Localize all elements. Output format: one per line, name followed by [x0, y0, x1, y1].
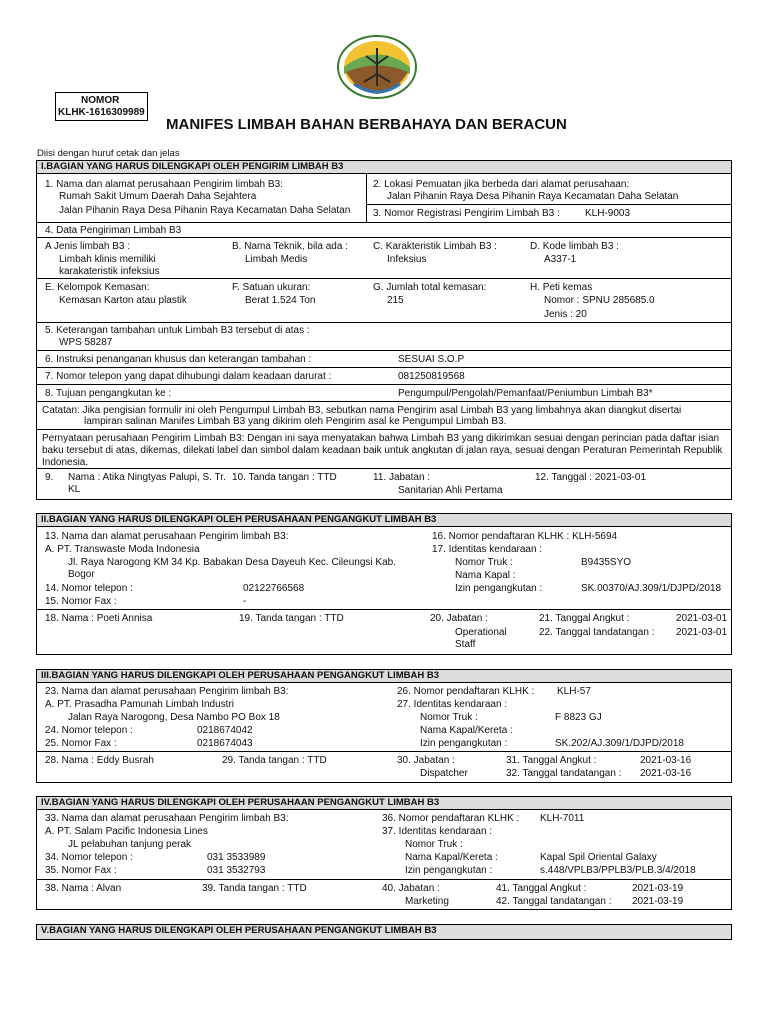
field-7-label: 7. Nomor telepon yang dapat dihubungi dalam keadaan darurat :	[45, 371, 332, 382]
field-e-value: Kemasan Karton atau plastik	[59, 295, 187, 306]
field-38: 38. Nama : Alvan	[45, 883, 122, 894]
field-8-value: Pengumpul/Pengolah/Pemanfaat/Peniumbun Limbah B3*	[398, 388, 653, 399]
field-27: 27. Identitas kendaraan :	[397, 699, 508, 710]
company-3-name: A. PT. Prasadha Pamunah Limbah Industri	[45, 699, 234, 710]
field-36-label: 36. Nomor pendaftaran KLHK :	[382, 813, 520, 824]
field-28: 28. Nama : Eddy Busrah	[45, 755, 154, 766]
field-a-value: Limbah klinis memiliki karakateristik infeksius	[59, 254, 160, 277]
field-20-value: Operational Staff	[455, 627, 507, 650]
section-3-title: III.BAGIAN YANG HARUS DILENGKAPI OLEH PERUSAHAAN PENGANGKUT LIMBAH B3	[37, 670, 731, 683]
field-32-label: 32. Tanggal tandatangan :	[506, 768, 622, 779]
field-35-label: 35. Nomor Fax :	[45, 865, 117, 876]
field-5-label: 5. Keterangan tambahan untuk Limbah B3 tersebut di atas :	[45, 325, 310, 336]
kapal-2-label: Nama Kapal :	[455, 570, 516, 581]
field-26-value: KLH-57	[557, 686, 591, 697]
truk-3-label: Nomor Truk :	[420, 712, 478, 723]
field-25-value: 0218674043	[197, 738, 253, 749]
field-7-value: 081250819568	[398, 371, 465, 382]
field-b-label: B. Nama Teknik, bila ada :	[232, 241, 348, 252]
field-24-label: 24. Nomor telepon :	[45, 725, 133, 736]
izin-4-value: s.448/VPLB3/PPLB3/PLB.3/4/2018	[540, 865, 696, 876]
nomor-label: NOMOR	[81, 95, 120, 106]
field-34-value: 031 3533989	[207, 852, 266, 863]
field-21-label: 21. Tanggal Angkut :	[539, 613, 630, 624]
field-41-value: 2021-03-19	[632, 883, 684, 894]
field-8-label: 8. Tujuan pengangkutan ke :	[45, 388, 172, 399]
field-40-value: Marketing	[405, 896, 449, 907]
izin-3-value: SK.202/AJ.309/1/DJPD/2018	[555, 738, 684, 749]
field-1-name: Rumah Sakit Umum Daerah Daha Sejahtera	[59, 191, 257, 202]
field-14-value: 02122766568	[243, 583, 305, 594]
field-16: 16. Nomor pendaftaran KLHK : KLH-5694	[432, 531, 618, 542]
field-15-label: 15. Nomor Fax :	[45, 596, 117, 607]
field-h-jenis: Jenis : 20	[544, 309, 587, 320]
section-5-title: V.BAGIAN YANG HARUS DILENGKAPI OLEH PERUSAHAAN PENGANGKUT LIMBAH B3	[37, 925, 731, 939]
field-3-value: KLH-9003	[585, 208, 631, 219]
field-22-label: 22. Tanggal tandatangan :	[539, 627, 655, 638]
klhk-logo	[336, 34, 418, 100]
truk-3-value: F 8823 GJ	[555, 712, 602, 723]
field-21-value: 2021-03-01	[676, 613, 728, 624]
field-b-value: Limbah Medis	[245, 254, 308, 265]
field-30-label: 30. Jabatan :	[397, 755, 455, 766]
field-25-label: 25. Nomor Fax :	[45, 738, 117, 749]
field-15-value: -	[243, 596, 247, 607]
field-d-label: D. Kode limbah B3 :	[530, 241, 619, 252]
pernyataan-text: Pernyataan perusahaan Pengirim Limbah B3: Dengan ini saya menyatakan bahwa Limbah B3 yang dikirimkan sesuai dengan perincian pada daftar isian baku tersebut di atas, dikemas, dilekati label dan simbol dalam keadaan baik untuk angkutan di jalan raya, sesuai dengan Peraturan Pemerintah Republik Indonesia.	[42, 433, 723, 468]
field-9-value: Nama : Atika Ningtyas Palupi, S. Tr. KL	[68, 472, 226, 495]
field-36-value: KLH-7011	[540, 813, 585, 824]
field-d-value: A337-1	[544, 254, 577, 265]
field-37: 37. Identitas kendaraan :	[382, 826, 493, 837]
field-g-value: 215	[387, 295, 404, 306]
field-24-value: 0218674042	[197, 725, 253, 736]
izin-4-label: Izin pengangkutan :	[405, 865, 493, 876]
field-31-label: 31. Tanggal Angkut :	[506, 755, 597, 766]
izin-2-label: Izin pengangkutan :	[455, 583, 543, 594]
kapal-4-value: Kapal Spil Oriental Galaxy	[540, 852, 657, 863]
field-42-label: 42. Tanggal tandatangan :	[496, 896, 612, 907]
kapal-3-label: Nama Kapal/Kereta :	[420, 725, 513, 736]
section-4-title: IV.BAGIAN YANG HARUS DILENGKAPI OLEH PERUSAHAAN PENGANGKUT LIMBAH B3	[37, 797, 731, 810]
field-18: 18. Nama : Poeti Annisa	[45, 613, 153, 624]
field-32-value: 2021-03-16	[640, 768, 692, 779]
field-2-value: Jalan Pihanin Raya Desa Pihanin Raya Kecamatan Daha Selatan	[387, 191, 679, 202]
field-34-label: 34. Nomor telepon :	[45, 852, 133, 863]
section-2-title: II.BAGIAN YANG HARUS DILENGKAPI OLEH PERUSAHAAN PENGANGKUT LIMBAH B3	[37, 514, 731, 527]
truk-2-value: B9435SYO	[581, 557, 632, 568]
truk-4-label: Nomor Truk :	[405, 839, 463, 850]
field-6-label: 6. Instruksi penanganan khusus dan keterangan tambahan :	[45, 354, 312, 365]
field-14-label: 14. Nomor telepon :	[45, 583, 133, 594]
nomor-value: KLHK-1616309989	[58, 107, 145, 118]
field-f-label: F. Satuan ukuran:	[232, 282, 311, 293]
field-19: 19. Tanda tangan : TTD	[239, 613, 344, 624]
field-23: 23. Nama dan alamat perusahaan Pengirim limbah B3:	[45, 686, 289, 697]
company-2-address: Jl. Raya Narogong KM 34 Kp. Babakan Desa Dayeuh Kec. Cileungsi Kab. Bogor	[68, 557, 396, 580]
document-title: MANIFES LIMBAH BAHAN BERBAHAYA DAN BERACUN	[166, 116, 567, 133]
field-29: 29. Tanda tangan : TTD	[222, 755, 327, 766]
field-17: 17. Identitas kendaraan :	[432, 544, 543, 555]
izin-2-value: SK.00370/AJ.309/1/DJPD/2018	[581, 583, 722, 594]
company-2-name: A. PT. Transwaste Moda Indonesia	[45, 544, 200, 555]
field-12: 12. Tanggal : 2021-03-01	[535, 472, 647, 483]
field-1-address: Jalan Pihanin Raya Desa Pihanin Raya Kecamatan Daha Selatan	[59, 205, 351, 216]
company-4-address: JL pelabuhan tanjung perak	[68, 839, 192, 850]
catatan-line-2: lampiran salinan Manifes Limbah B3 yang dikirim oleh Pengirim asal ke Pengumpul Limbah B3.	[84, 416, 507, 427]
field-3-label: 3. Nomor Registrasi Pengirim Limbah B3 :	[373, 208, 560, 219]
field-c-value: Infeksius	[387, 254, 427, 265]
field-2-label: 2. Lokasi Pemuatan jika berbeda dari alamat perusahaan:	[373, 179, 630, 190]
field-22-value: 2021-03-01	[676, 627, 728, 638]
field-f-value: Berat 1.524 Ton	[245, 295, 316, 306]
field-33: 33. Nama dan alamat perusahaan Pengirim limbah B3:	[45, 813, 289, 824]
field-g-label: G. Jumlah total kemasan:	[373, 282, 487, 293]
field-9-num: 9.	[45, 472, 54, 483]
field-13: 13. Nama dan alamat perusahaan Pengirim limbah B3:	[45, 531, 289, 542]
field-c-label: C. Karakteristik Limbah B3 :	[373, 241, 497, 252]
field-26-label: 26. Nomor pendaftaran KLHK :	[397, 686, 535, 697]
field-10: 10. Tanda tangan : TTD	[232, 472, 337, 483]
field-11-value: Sanitarian Ahli Pertama	[398, 485, 503, 496]
field-6-value: SESUAI S.O.P	[398, 354, 465, 365]
field-a-label: A Jenis limbah B3 :	[45, 241, 131, 252]
field-42-value: 2021-03-19	[632, 896, 684, 907]
field-31-value: 2021-03-16	[640, 755, 692, 766]
field-40-label: 40. Jabatan :	[382, 883, 440, 894]
field-5-value: WPS 58287	[59, 337, 113, 348]
field-e-label: E. Kelompok Kemasan:	[45, 282, 150, 293]
field-20-label: 20. Jabatan :	[430, 613, 488, 624]
field-1-label: 1. Nama dan alamat perusahaan Pengirim limbah B3:	[45, 179, 283, 190]
field-39: 39. Tanda tangan : TTD	[202, 883, 307, 894]
izin-3-label: Izin pengangkutan :	[420, 738, 508, 749]
field-35-value: 031 3532793	[207, 865, 266, 876]
field-11-label: 11. Jabatan :	[373, 472, 431, 483]
company-4-name: A. PT. Salam Pacific Indonesia Lines	[45, 826, 208, 837]
field-41-label: 41. Tanggal Angkut :	[496, 883, 587, 894]
field-h-nomor: Nomor : SPNU 285685.0	[544, 295, 655, 306]
catatan-line-1: Catatan: Jika pengisian formulir ini oleh Pengumpul Limbah B3, sebutkan nama Pengirim asal Limbah B3 yang limbahnya akan diangkut disertai	[42, 405, 682, 416]
kapal-4-label: Nama Kapal/Kereta :	[405, 852, 498, 863]
company-3-address: Jalan Raya Narogong, Desa Nambo PO Box 18	[68, 712, 280, 723]
section-1-title: I.BAGIAN YANG HARUS DILENGKAPI OLEH PENGIRIM LIMBAH B3	[37, 161, 731, 174]
field-30-value: Dispatcher	[420, 768, 468, 779]
field-h-label: H. Peti kemas	[530, 282, 593, 293]
field-4-label: 4. Data Pengiriman Limbah B3	[45, 225, 182, 236]
truk-2-label: Nomor Truk :	[455, 557, 513, 568]
instruction-text: Diisi dengan huruf cetak dan jelas	[37, 148, 180, 159]
